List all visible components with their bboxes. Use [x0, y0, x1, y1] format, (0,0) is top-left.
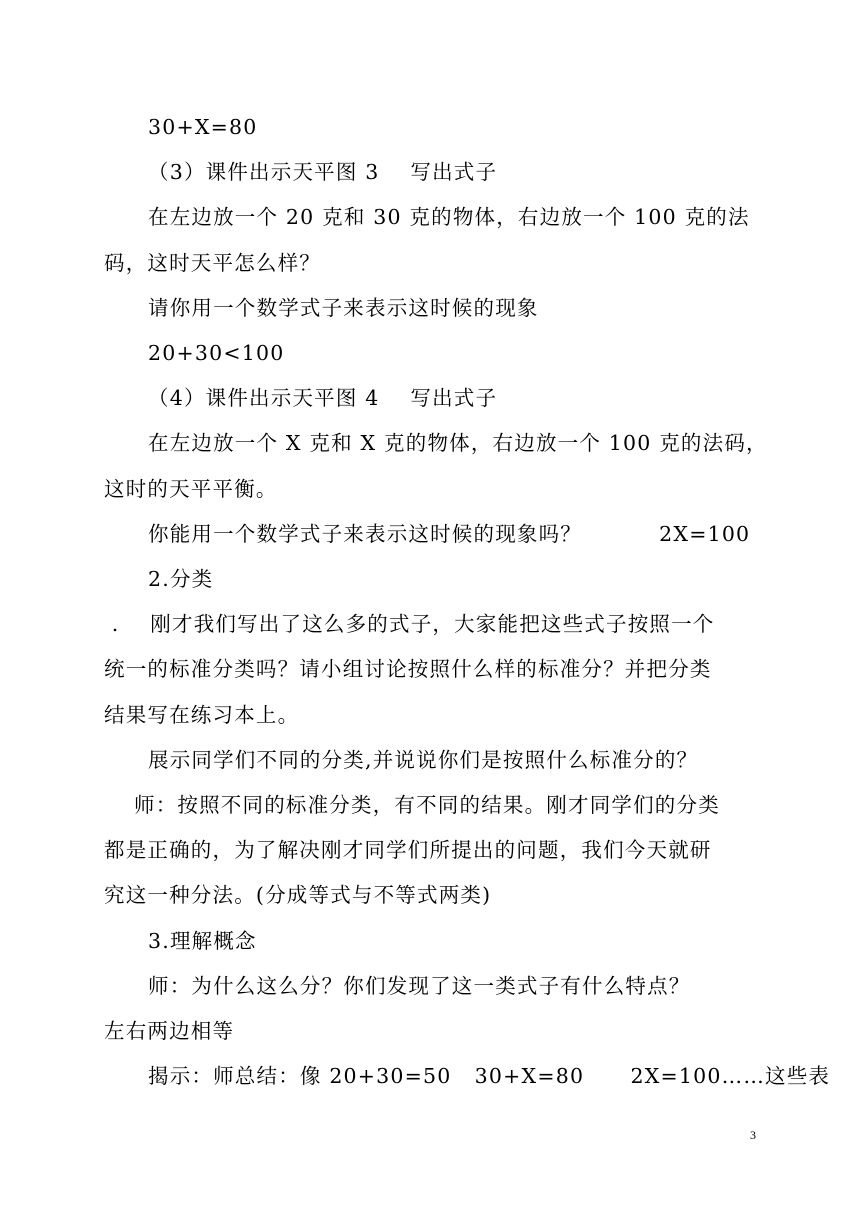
text-line-1: 30+X=80 [148, 115, 258, 139]
text-line-19: 3.理解概念 [148, 929, 257, 953]
text-line-11: 2.分类 [148, 567, 214, 591]
text-line-4: 码，这时天平怎么样？ [104, 251, 321, 275]
text-line-22: 揭示：师总结：像 20+30=50 30+X=80 2X=100……这些表 [148, 1064, 831, 1088]
text-line-20: 师：为什么这么分？你们发现了这一类式子有什么特点？ [148, 974, 691, 998]
text-line-5: 请你用一个数学式子来表示这时候的现象 [148, 296, 539, 320]
text-line-7: （4）课件出示天平图 4 写出式子 [148, 386, 498, 410]
text-line-13: 统一的标准分类吗？请小组讨论按照什么样的标准分？并把分类 [104, 657, 712, 681]
text-line-12: . 刚才我们写出了这么多的式子，大家能把这些式子按照一个 [104, 612, 715, 636]
text-line-21: 左右两边相等 [104, 1019, 235, 1043]
text-line-8: 在左边放一个 X 克和 X 克的物体，右边放一个 100 克的法码， [148, 431, 768, 455]
text-line-2: （3）课件出示天平图 3 写出式子 [148, 160, 498, 184]
page-number: 3 [750, 1128, 756, 1142]
text-line-9: 这时的天平平衡。 [104, 477, 278, 501]
text-line-16: 师：按照不同的标准分类，有不同的结果。刚才同学们的分类 [134, 793, 720, 817]
text-line-6: 20+30<100 [148, 341, 285, 365]
text-line-15: 展示同学们不同的分类,并说说你们是按照什么标准分的？ [148, 748, 699, 772]
text-line-14: 结果写在练习本上。 [104, 703, 300, 727]
text-line-3: 在左边放一个 20 克和 30 克的物体，右边放一个 100 克的法 [148, 205, 750, 229]
text-line-17: 都是正确的，为了解决刚才同学们所提出的问题，我们今天就研 [104, 838, 712, 862]
text-line-18: 究这一种分法。(分成等式与不等式两类) [104, 883, 492, 907]
text-line-10: 你能用一个数学式子来表示这时候的现象吗？ 2X=100 [148, 522, 751, 546]
